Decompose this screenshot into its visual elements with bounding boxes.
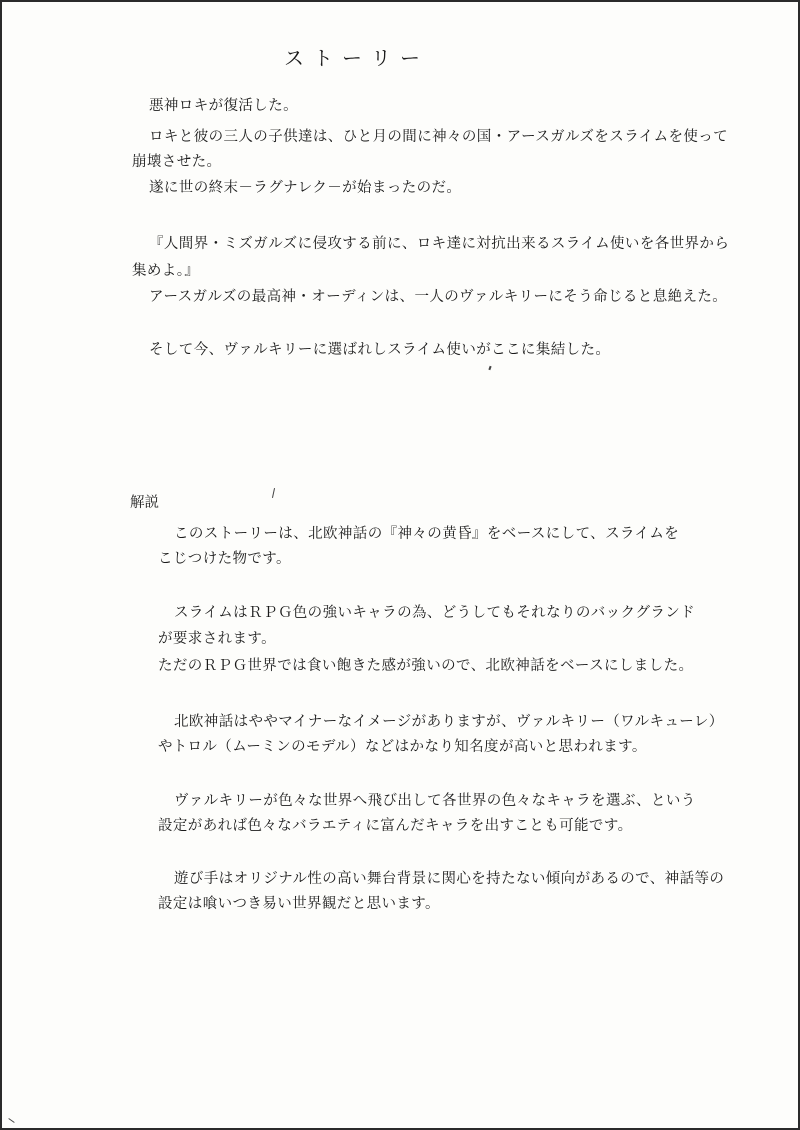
- story-line: アースガルズの最高神・オーディンは、一人のヴァルキリーにそう命じると息絶えた。: [149, 289, 728, 305]
- commentary-heading: 解説: [130, 495, 159, 511]
- story-line: 集めよ。』: [132, 263, 200, 279]
- story-line: 崩壊させた。: [132, 154, 222, 170]
- commentary-line: 北欧神話はややマイナーなイメージがありますが、ヴァルキリー（ワルキューレ）: [174, 714, 724, 730]
- commentary-line: 設定は喰いつき易い世界観だと思います。: [158, 896, 440, 912]
- commentary-line: 設定があれば色々なバラエティに富んだキャラを出すことも可能です。: [158, 818, 633, 834]
- story-line: そして今、ヴァルキリーに選ばれしスライム使いがここに集結した。: [149, 342, 611, 358]
- scan-speck: [8, 1118, 14, 1123]
- page-title: ストーリー: [284, 46, 429, 70]
- commentary-line: やトロル（ムーミンのモデル）などはかなり知名度が高いと思われます。: [158, 739, 647, 755]
- story-line: 悪神ロキが復活した。: [149, 98, 298, 114]
- commentary-line: こじつけた物です。: [158, 551, 291, 567]
- commentary-line: スライムはＲＰＧ色の強いキャラの為、どうしてもそれなりのバックグランド: [174, 605, 696, 621]
- commentary-line: ヴァルキリーが色々な世界へ飛び出して各世界の色々なキャラを選ぶ、という: [174, 793, 696, 809]
- commentary-line: が要求されます。: [158, 631, 277, 647]
- scan-speck: [488, 366, 491, 370]
- scan-speck: [272, 488, 275, 498]
- story-line: ロキと彼の三人の子供達は、ひと月の間に神々の国・アースガルズをスライムを使って: [149, 129, 729, 145]
- story-line: 『人間界・ミズガルズに侵攻する前に、ロキ達に対抗出来るスライム使いを各世界から: [149, 236, 730, 252]
- commentary-line: このストーリーは、北欧神話の『神々の黄昏』をベースにして、スライムを: [174, 526, 680, 542]
- story-line: 遂に世の終末－ラグナレク－が始まったのだ。: [149, 180, 462, 196]
- commentary-line: ただのＲＰＧ世界では食い飽きた感が強いので、北欧神話をベースにしました。: [158, 658, 694, 674]
- commentary-line: 遊び手はオリジナル性の高い舞台背景に関心を持たない傾向があるので、神話等の: [174, 871, 725, 887]
